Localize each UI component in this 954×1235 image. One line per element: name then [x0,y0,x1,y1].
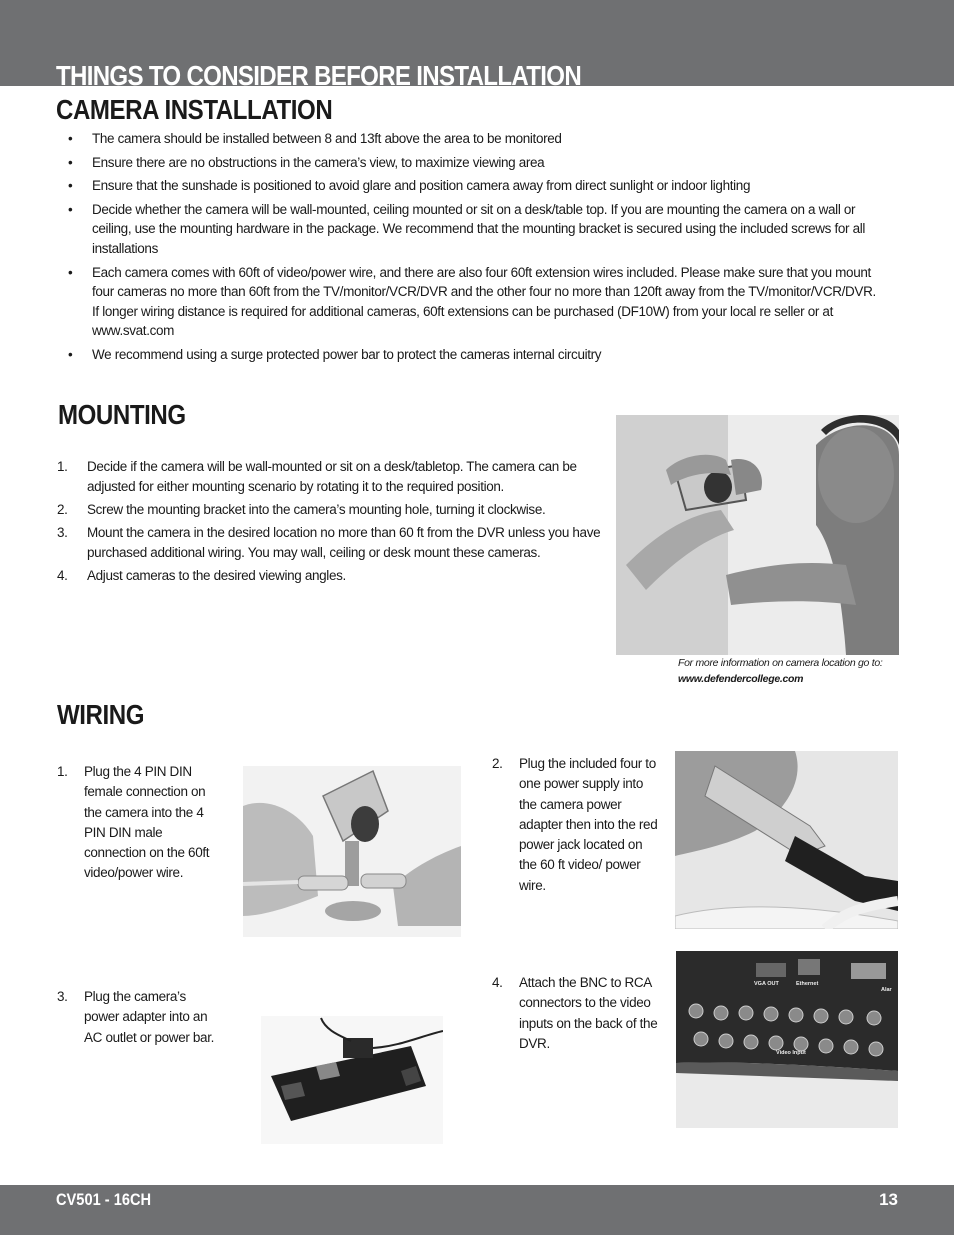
wiring-step-1: 1. Plug the 4 PIN DIN female connection on the camera into the 4 PIN DIN male connection on the 60ft video/power wire. [57,764,210,881]
wiring-step-4: 4. Attach the BNC to RCA connectors to the video inputs on the back of the DVR. [492,975,658,1051]
mounting-caption: For more information on camera location go to: www.defendercollege.com [678,657,883,685]
list-item: 1. Decide if the camera will be wall-mounted or sit on a desk/tabletop. The camera can be adjusted for either mounting scenario by rotating it to the required position. [57,459,577,494]
list-item: • We recommend using a surge protected power bar to protect the cameras internal circuitry [68,346,602,362]
dvr-alarm-label: Alar [881,987,892,993]
wiring-step-3: 3. Plug the camera’s power adapter into an AC outlet or power bar. [57,989,215,1045]
dvr-video-input-label: Video Input [776,1050,806,1056]
page-number: 13 [879,1190,898,1209]
list-item: 2. Screw the mounting bracket into the camera’s mounting hole, turning it clockwise. [57,502,546,517]
list-item: • Ensure there are no obstructions in the camera’s view, to maximize viewing area [68,154,545,170]
camera-installation-heading: CAMERA INSTALLATION [56,94,333,125]
mounting-photo [616,415,899,655]
power-bar-photo [261,1016,443,1144]
list-item: 3. Mount the camera in the desired location no more than 60 ft from the DVR unless you have purchased additional wiring. You may wall, ceiling or desk mount these cameras. [57,525,601,560]
list-item: • Decide whether the camera will be wall-mounted, ceiling mounted or sit on a desk/table top. If you are mounting the camera on a wall or ceiling, use the mounting hardware in the package. We recommend that the mounting bracket is secured using the included screws for all installations [68,201,866,256]
list-item: • The camera should be installed between 8 and 13ft above the area to be monitored [68,131,562,146]
list-item: • Ensure that the sunshade is positioned to avoid glare and position camera away from direct sunlight or indoor lighting [68,178,751,194]
footer-model: CV501 - 16CH [56,1190,152,1209]
page-title: THINGS TO CONSIDER BEFORE INSTALLATION [56,60,582,86]
wiring-step-2: 2. Plug the included four to one power supply into the camera power adapter then into the red power jack located on the 60 ft video/ power wire. [492,756,658,893]
camera-installation-list [66,129,886,369]
list-item: 4. Adjust cameras to the desired viewing angles. [57,568,346,583]
mounting-steps [57,457,607,589]
mounting-heading: MOUNTING [58,399,186,430]
dvr-vga-label: VGA OUT [754,981,779,987]
power-jack-photo [675,751,898,929]
dvr-back-photo [676,951,898,1128]
defendercollege-link[interactable]: www.defendercollege.com [678,673,804,685]
list-item: • Each camera comes with 60ft of video/power wire, and there are also four 60ft extension wires included. Please make sure that you mount four cameras no more than 60ft from the TV/monitor/VCR/DVR and the other four no more than 120ft away from the TV/monitor/VCR/DVR. If longer wiring distance is required for additional cameras, 60ft extensions can be purchased (DF10W) from your local re seller or at www.svat.com [68,264,876,339]
wiring-heading: WIRING [57,699,145,730]
din-connection-photo [243,766,461,937]
dvr-ethernet-label: Ethernet [796,981,819,987]
